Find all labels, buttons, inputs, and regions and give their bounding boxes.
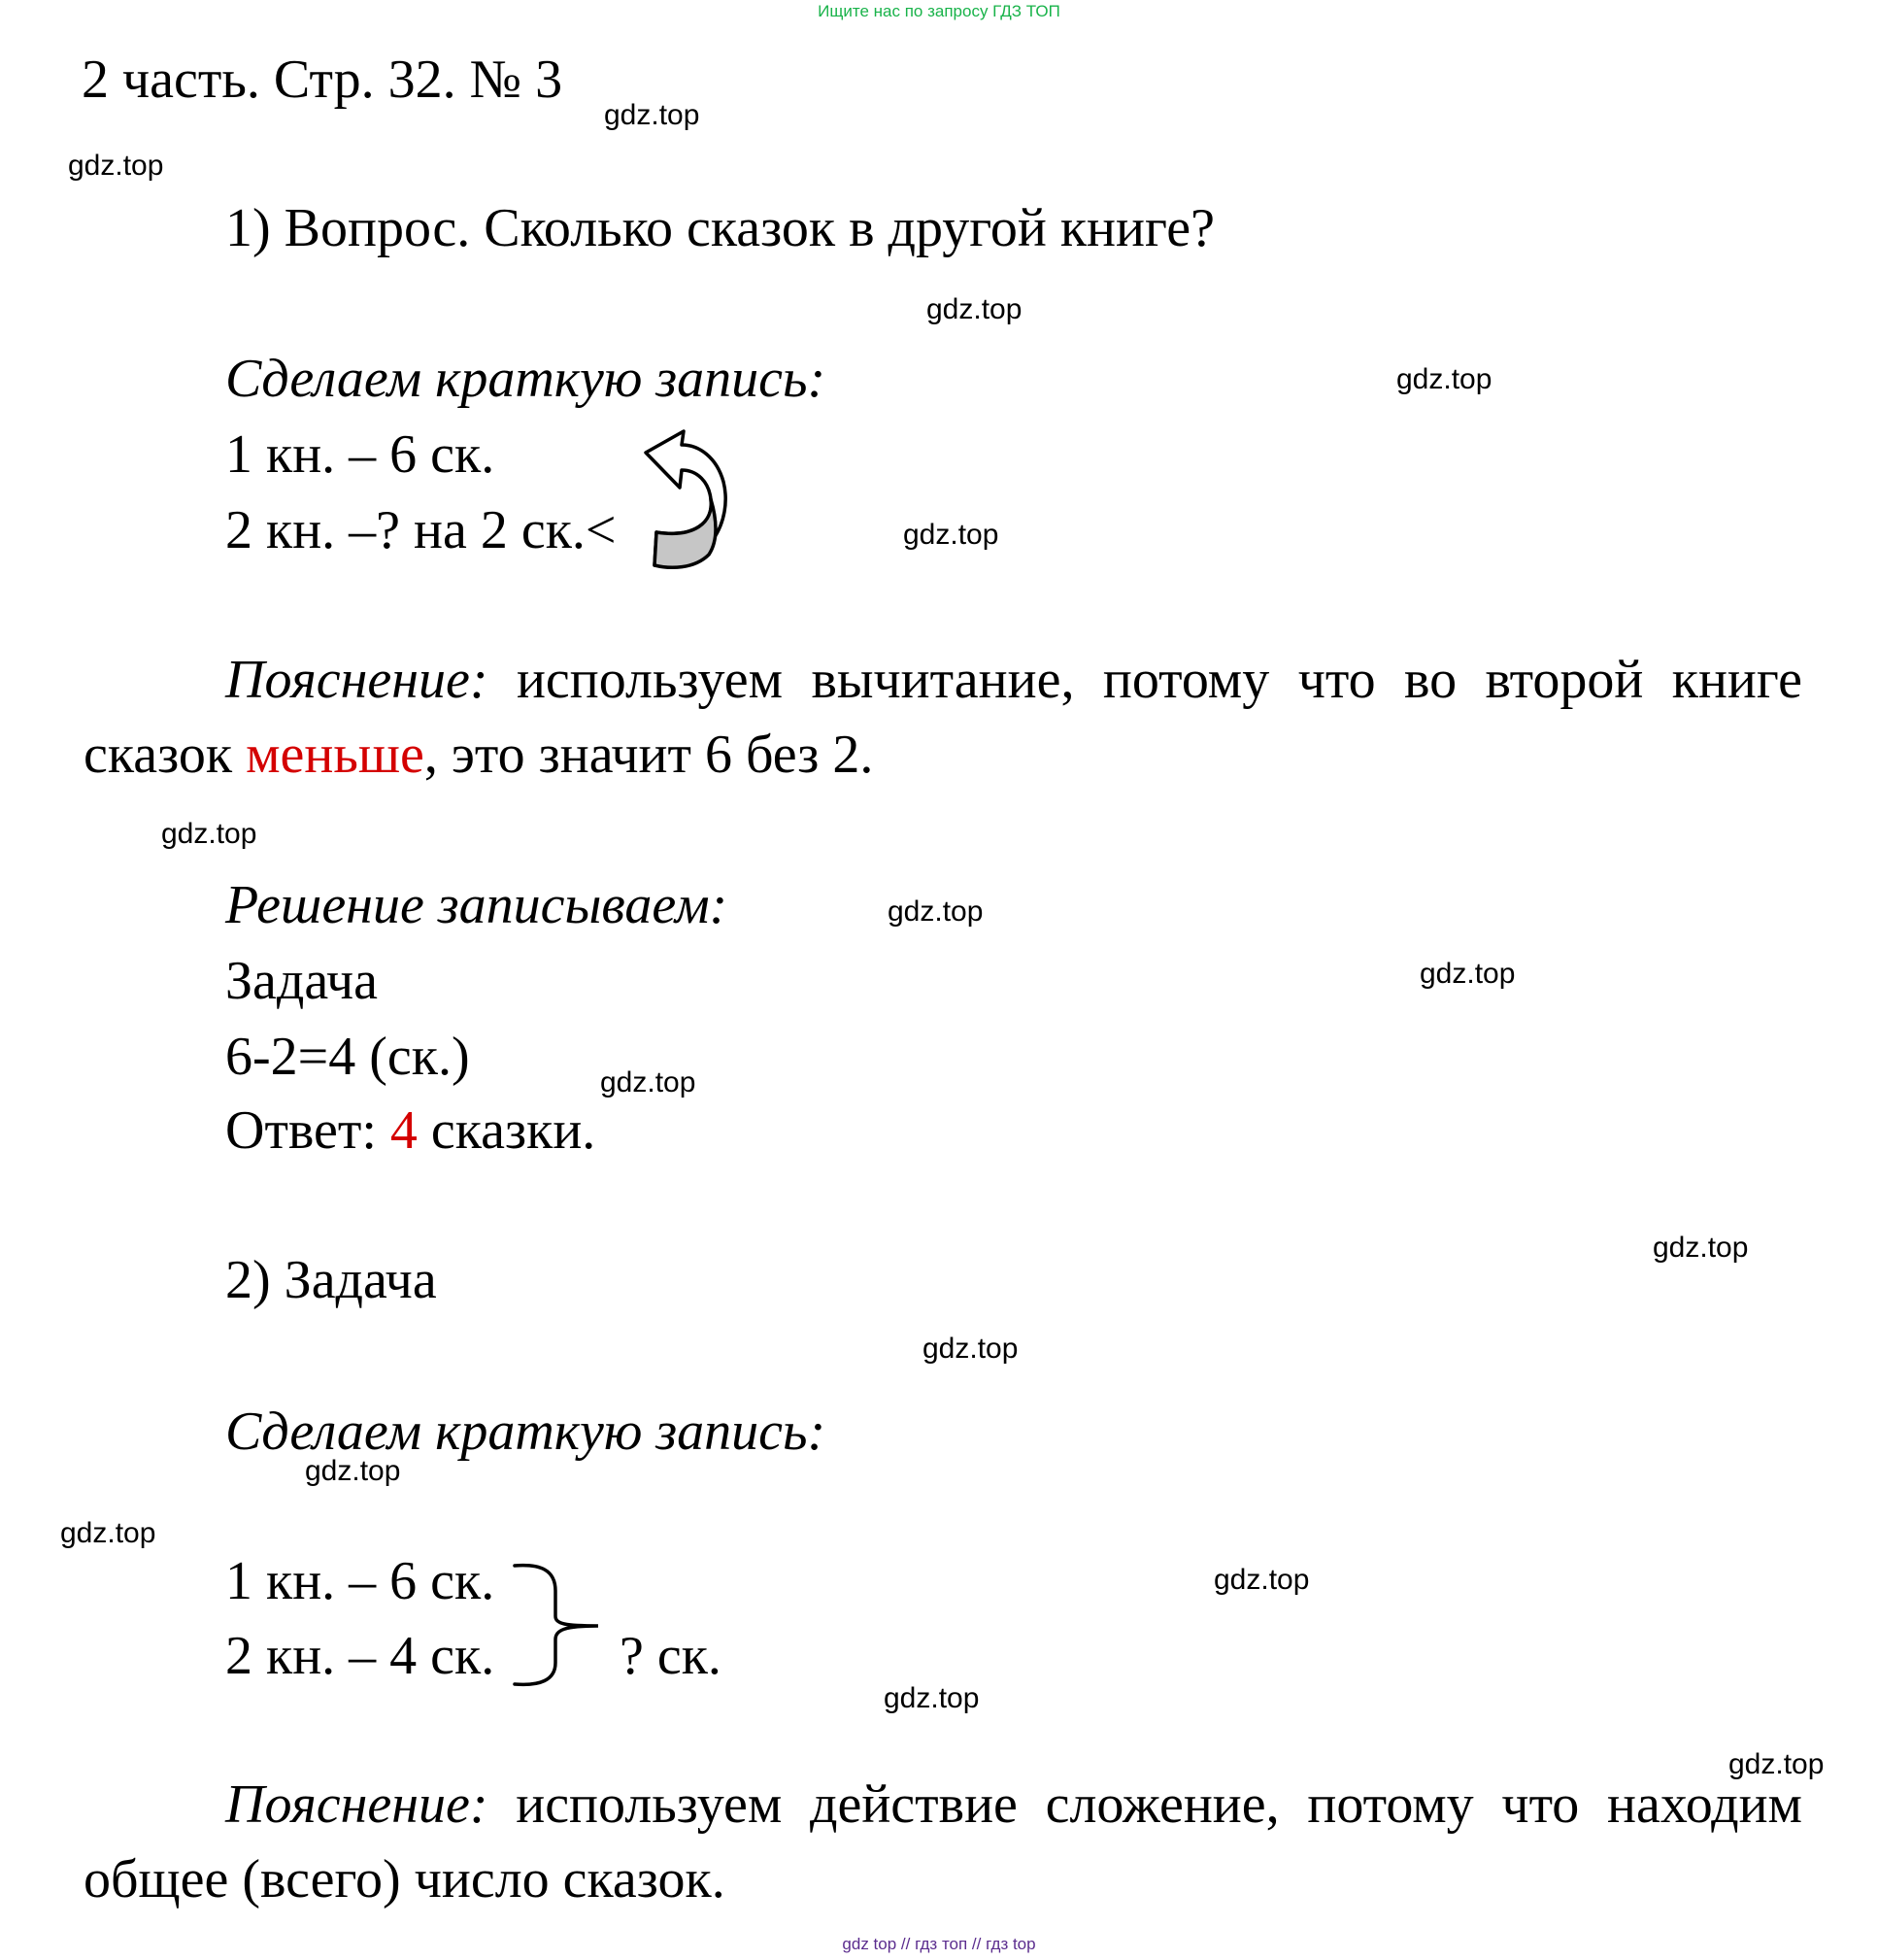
short-note-line-2: 2 кн. –? на 2 ск.< [225,500,617,560]
answer-line [225,1100,596,1161]
task-label-1: Задача [225,951,379,1011]
watermark: gdz.top [1396,363,1492,395]
watermark: gdz.top [1214,1564,1310,1596]
explanation-2 [84,1768,1802,1917]
explanation-1 [84,643,1802,793]
answer-value: 4 [389,1100,418,1161]
curved-arrow-icon [641,414,738,574]
top-banner: Ищите нас по запросу ГДЗ ТОП [818,2,1060,20]
watermark: gdz.top [922,1333,1019,1365]
short-note-2-line-2: 2 кн. – 4 ск. [225,1626,495,1686]
task-label-2: 2) Задача [225,1250,437,1310]
solution-heading: Решение записываем: [225,875,728,935]
watermark: gdz.top [161,818,257,850]
watermark: gdz.top [903,519,999,551]
total-unknown: ? ск. [620,1626,721,1686]
watermark: gdz.top [305,1455,401,1487]
question-1: 1) Вопрос. Сколько сказок в другой книге? [225,198,1215,258]
curly-brace-icon [513,1562,600,1688]
answer-suffix: сказки. [417,1100,596,1161]
explanation-1-text-a: используем вычитание, потому что во второй книге сказок [84,650,1802,785]
watermark: gdz.top [926,293,1023,325]
watermark: gdz.top [1728,1748,1825,1780]
short-note-line-1: 1 кн. – 6 ск. [225,424,495,485]
explanation-1-highlight: меньше [246,725,424,785]
explanation-1-text-b: , это значит 6 без 2. [423,725,874,785]
short-note-heading-2: Сделаем краткую запись: [225,1402,826,1462]
short-note-heading-1: Сделаем краткую запись: [225,349,826,409]
explanation-1-label: Пояснение: [225,650,488,710]
page-title: 2 часть. Стр. 32. № 3 [82,50,563,110]
watermark: gdz.top [1653,1232,1749,1264]
answer-prefix: Ответ: [225,1100,390,1161]
short-note-2-line-1: 1 кн. – 6 ск. [225,1551,495,1611]
watermark: gdz.top [60,1517,156,1549]
watermark: gdz.top [888,896,984,928]
watermark: gdz.top [1420,958,1516,990]
explanation-2-label: Пояснение: [225,1774,488,1835]
watermark: gdz.top [68,150,164,182]
equation: 6-2=4 (ск.) [225,1027,470,1087]
watermark: gdz.top [884,1682,980,1714]
bottom-banner: gdz top // гдз топ // гдз top [842,1935,1036,1953]
watermark: gdz.top [604,99,700,131]
watermark: gdz.top [600,1066,696,1098]
explanation-2-text: используем действие сложение, потому что находим общее (всего) число сказок. [84,1774,1802,1909]
